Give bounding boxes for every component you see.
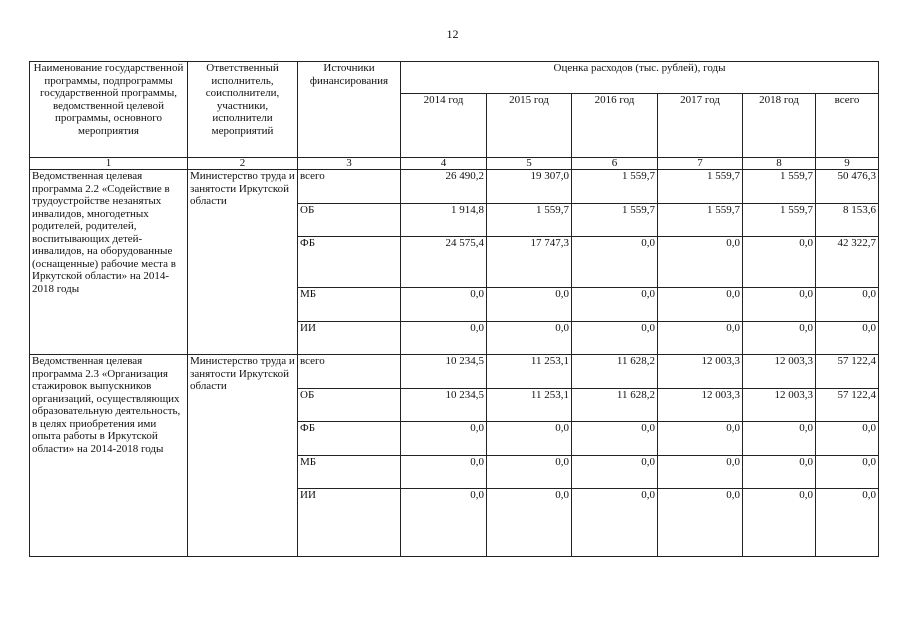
page-number: 12 [446, 27, 459, 41]
program-executor: Министерство труда и занятости Иркутской области [188, 170, 298, 355]
value-cell: 0,0 [658, 456, 743, 489]
value-cell: 0,0 [658, 489, 743, 557]
value-cell: 11 253,1 [487, 389, 572, 422]
value-cell: 1 559,7 [572, 204, 658, 237]
header-year-2014: 2014 год [401, 94, 487, 158]
header-funding-source: Источники финансирования [298, 62, 401, 158]
value-cell: 0,0 [743, 489, 816, 557]
program-name: Ведомственная целевая программа 2.3 «Организация стажировок выпускников организаций, осуществляющих образовательную деятельность, в целях приобретения ими опыта работы в Иркутской области» на 2014-2018 годы [30, 355, 188, 557]
funding-source: МБ [298, 456, 401, 489]
header-total: всего [816, 94, 879, 158]
value-cell: 0,0 [572, 422, 658, 456]
header-year-2016: 2016 год [572, 94, 658, 158]
value-cell: 0,0 [658, 288, 743, 322]
value-cell: 12 003,3 [658, 355, 743, 389]
value-cell: 10 234,5 [401, 355, 487, 389]
table-row [30, 170, 879, 204]
value-cell: 0,0 [743, 322, 816, 355]
value-cell: 0,0 [487, 456, 572, 489]
column-index: 6 [572, 158, 658, 170]
value-cell: 0,0 [816, 422, 879, 456]
value-cell: 0,0 [743, 422, 816, 456]
value-cell: 0,0 [572, 322, 658, 355]
column-index: 4 [401, 158, 487, 170]
header-program-name: Наименование государственной программы, подпрограммы государственной программы, ведомственной целевой программы, основного мероприятия [30, 62, 188, 158]
value-cell: 1 559,7 [743, 170, 816, 204]
column-index: 5 [487, 158, 572, 170]
value-cell: 0,0 [658, 322, 743, 355]
value-cell: 0,0 [572, 237, 658, 288]
table-row [30, 355, 879, 389]
budget-table [29, 61, 879, 557]
column-index: 3 [298, 158, 401, 170]
funding-source: ФБ [298, 422, 401, 456]
column-index: 8 [743, 158, 816, 170]
header-expense-estimate: Оценка расходов (тыс. рублей), годы [401, 62, 879, 94]
value-cell: 57 122,4 [816, 355, 879, 389]
header-year-2015: 2015 год [487, 94, 572, 158]
value-cell: 12 003,3 [743, 355, 816, 389]
value-cell: 12 003,3 [743, 389, 816, 422]
value-cell: 11 628,2 [572, 355, 658, 389]
value-cell: 0,0 [572, 456, 658, 489]
value-cell: 1 914,8 [401, 204, 487, 237]
value-cell: 0,0 [743, 456, 816, 489]
value-cell: 11 253,1 [487, 355, 572, 389]
value-cell: 24 575,4 [401, 237, 487, 288]
value-cell: 0,0 [816, 489, 879, 557]
funding-source: ФБ [298, 237, 401, 288]
value-cell: 1 559,7 [743, 204, 816, 237]
value-cell: 11 628,2 [572, 389, 658, 422]
program-executor: Министерство труда и занятости Иркутской области [188, 355, 298, 557]
program-name: Ведомственная целевая программа 2.2 «Содействие в трудоустройстве незанятых инвалидов, многодетных родителей, родителей, воспитывающих детей-инвалидов, на оборудованные (оснащенные) рабочие места в Иркутской области» на 2014-2018 годы [30, 170, 188, 355]
funding-source: ОБ [298, 204, 401, 237]
header-year-2017: 2017 год [658, 94, 743, 158]
column-index: 7 [658, 158, 743, 170]
column-index: 2 [188, 158, 298, 170]
header-year-2018: 2018 год [743, 94, 816, 158]
value-cell: 0,0 [487, 322, 572, 355]
value-cell: 1 559,7 [487, 204, 572, 237]
value-cell: 0,0 [401, 322, 487, 355]
value-cell: 0,0 [401, 456, 487, 489]
funding-source: всего [298, 170, 401, 204]
value-cell: 1 559,7 [658, 170, 743, 204]
value-cell: 0,0 [816, 322, 879, 355]
value-cell: 0,0 [487, 288, 572, 322]
value-cell: 12 003,3 [658, 389, 743, 422]
funding-source: ИИ [298, 489, 401, 557]
value-cell: 50 476,3 [816, 170, 879, 204]
column-index-row [30, 158, 879, 170]
value-cell: 19 307,0 [487, 170, 572, 204]
value-cell: 10 234,5 [401, 389, 487, 422]
funding-source: МБ [298, 288, 401, 322]
value-cell: 0,0 [487, 489, 572, 557]
value-cell: 42 322,7 [816, 237, 879, 288]
value-cell: 8 153,6 [816, 204, 879, 237]
funding-source: ИИ [298, 322, 401, 355]
value-cell: 0,0 [743, 288, 816, 322]
value-cell: 0,0 [816, 288, 879, 322]
value-cell: 0,0 [401, 489, 487, 557]
value-cell: 57 122,4 [816, 389, 879, 422]
column-index: 9 [816, 158, 879, 170]
value-cell: 0,0 [658, 422, 743, 456]
value-cell: 0,0 [658, 237, 743, 288]
value-cell: 17 747,3 [487, 237, 572, 288]
value-cell: 0,0 [401, 422, 487, 456]
value-cell: 0,0 [487, 422, 572, 456]
value-cell: 0,0 [816, 456, 879, 489]
header-executor: Ответственный исполнитель, соисполнители, участники, исполнители мероприятий [188, 62, 298, 158]
value-cell: 1 559,7 [572, 170, 658, 204]
value-cell: 0,0 [401, 288, 487, 322]
funding-source: ОБ [298, 389, 401, 422]
value-cell: 1 559,7 [658, 204, 743, 237]
value-cell: 0,0 [743, 237, 816, 288]
column-index: 1 [30, 158, 188, 170]
value-cell: 0,0 [572, 288, 658, 322]
value-cell: 0,0 [572, 489, 658, 557]
value-cell: 26 490,2 [401, 170, 487, 204]
funding-source: всего [298, 355, 401, 389]
